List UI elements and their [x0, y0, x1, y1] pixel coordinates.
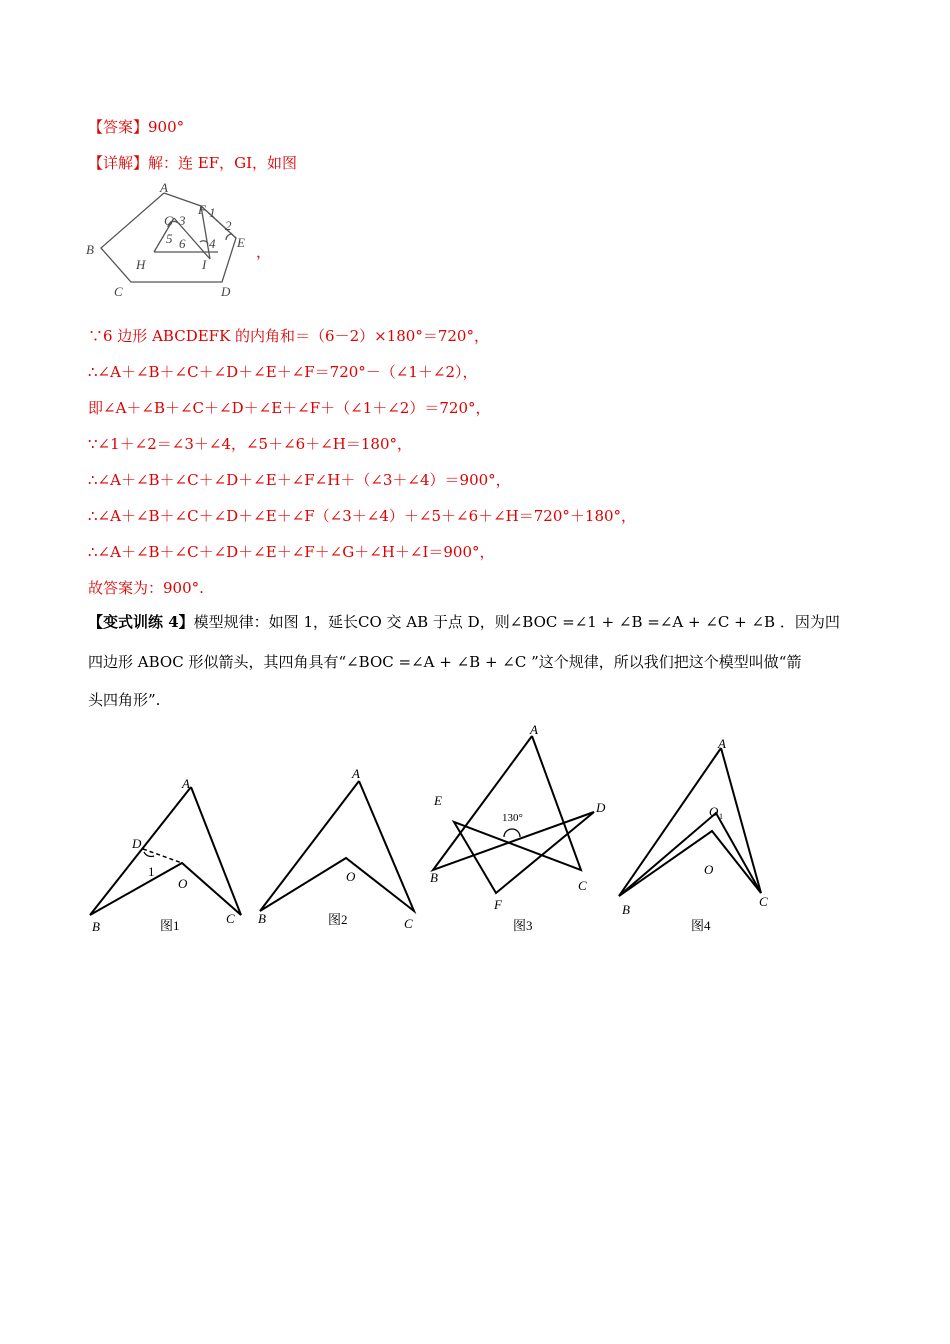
- pent-label-C: C: [114, 284, 123, 299]
- pent-label-n4: 4: [209, 236, 216, 251]
- fig1-label-1: 1: [148, 864, 155, 879]
- pent-label-A: A: [160, 180, 168, 195]
- fig1-label-C: C: [226, 911, 235, 926]
- pent-label-E: E: [237, 235, 245, 250]
- step-line: 即∠A＋∠B＋∠C＋∠D＋∠E＋∠F＋（∠1＋∠2）＝720°，: [88, 399, 491, 417]
- fig3-label-B: B: [430, 870, 438, 885]
- fig4-label-B: B: [622, 902, 630, 917]
- fig3-label-A: A: [530, 722, 538, 737]
- fig1-caption: 图1: [160, 918, 180, 933]
- pent-label-H: H: [136, 257, 146, 272]
- fig4-label-A: A: [718, 736, 726, 751]
- fig1-label-B: B: [92, 919, 100, 934]
- fig3-caption: 图3: [513, 918, 533, 933]
- variant-line-1: [88, 612, 840, 632]
- variant-line-2: 四边形 ABOC 形似箭头，其四角具有“∠BOC =∠A + ∠B + ∠C ”这个规律，所以我们把这个模型叫做“箭: [88, 653, 802, 671]
- fig4-label-O: O: [704, 862, 714, 877]
- pent-label-I: I: [202, 257, 207, 272]
- fig2-label-C: C: [404, 916, 413, 931]
- answer-line: 【答案】900°: [88, 118, 185, 136]
- variant-label: 【变式训练 4】: [88, 613, 194, 631]
- pent-label-F: F: [198, 202, 206, 217]
- pent-label-n3: 3: [179, 213, 186, 228]
- pent-label-n6: 6: [179, 236, 186, 251]
- fig1-label-A: A: [182, 776, 190, 791]
- pent-label-n2: 2: [225, 218, 232, 233]
- pent-label-n5: 5: [166, 231, 173, 246]
- fig2-label-A: A: [352, 766, 360, 781]
- pent-label-n1: 1: [209, 205, 216, 220]
- detail-line: 【详解】解：连 EF，GI，如图: [88, 154, 298, 172]
- fig3-label-F: F: [494, 897, 502, 912]
- fig3-label-D: D: [596, 800, 606, 815]
- fig3-label-E: E: [434, 793, 442, 808]
- step-line: ∴∠A＋∠B＋∠C＋∠D＋∠E＋∠F＝720°－（∠1＋∠2），: [88, 363, 478, 381]
- fig2-caption: 图2: [328, 912, 348, 927]
- arrow-figures: [84, 718, 804, 938]
- step-line: ∵∠1＋∠2＝∠3＋∠4，∠5＋∠6＋∠H＝180°，: [88, 435, 412, 453]
- fig2-label-B: B: [258, 911, 266, 926]
- fig4-caption: 图4: [691, 918, 711, 933]
- variant-text-1: 模型规律：如图 1，延长CO 交 AB 于点 D，则∠BOC =∠1 + ∠B =∠A + ∠C + ∠B ．因为凹: [193, 613, 840, 631]
- fig4-label-C: C: [759, 894, 768, 909]
- step-line: 故答案为：900°.: [88, 579, 204, 597]
- pent-label-D: D: [221, 284, 231, 299]
- fig2-label-O: O: [346, 869, 356, 884]
- fig1-label-D: D: [132, 836, 142, 851]
- fig1-label-O: O: [178, 876, 188, 891]
- step-line: ∴∠A＋∠B＋∠C＋∠D＋∠E＋∠F（∠3＋∠4）＋∠5＋∠6＋∠H＝720°＋180°，: [88, 507, 637, 525]
- step-line: ∴∠A＋∠B＋∠C＋∠D＋∠E＋∠F＋∠G＋∠H＋∠I＝900°，: [88, 543, 495, 561]
- pent-label-G: G: [164, 213, 174, 228]
- step-line: ∴∠A＋∠B＋∠C＋∠D＋∠E＋∠F∠H＋（∠3＋∠4）＝900°，: [88, 471, 511, 489]
- pent-label-B: B: [86, 242, 94, 257]
- fig3-label-C: C: [578, 878, 587, 893]
- variant-line-3: 头四角形”.: [88, 691, 161, 709]
- step-line: ∵6 边形 ABCDEFK 的内角和＝（6－2）×180°＝720°，: [88, 327, 489, 345]
- pentagon-figure: [84, 180, 274, 300]
- figure-comma: ，: [256, 243, 272, 261]
- fig4-label-sub1: 1: [719, 812, 723, 821]
- fig3-angle: 130°: [502, 812, 523, 824]
- fig4-label-O1: O: [709, 804, 719, 819]
